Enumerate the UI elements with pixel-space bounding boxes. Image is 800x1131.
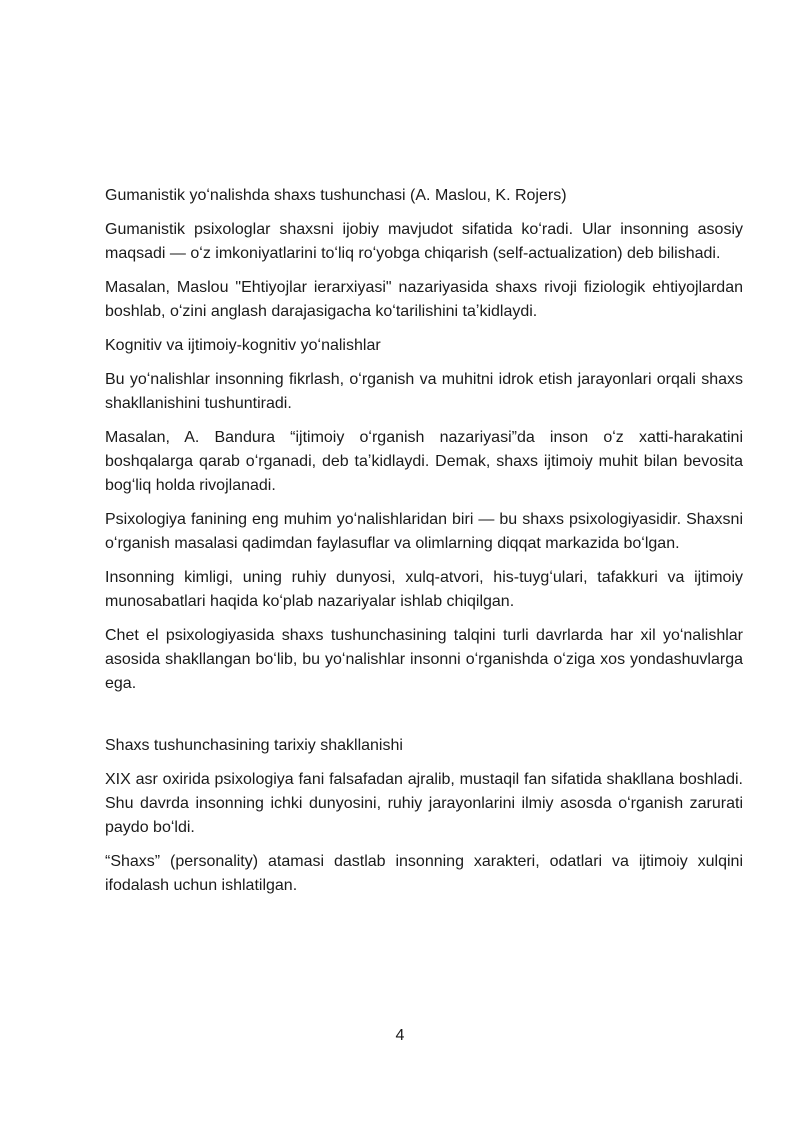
paragraph: Insonning kimligi, uning ruhiy dunyosi, xulq-atvori, his-tuygʻulari, tafakkuri va ijtimoiy munosabatlari haqida koʻplab nazariyalar ishlab chiqilgan.: [105, 569, 743, 610]
section-heading-history: Shaxs tushunchasining tarixiy shakllanishi: [105, 737, 403, 754]
paragraph: Masalan, Maslou "Ehtiyojlar ierarxiyasi" nazariyasida shaxs rivoji fiziologik ehtiyojlardan boshlab, oʻzini anglash darajasigacha koʻtarilishini taʼkidlaydi.: [105, 279, 743, 320]
paragraph: “Shaxs” (personality) atamasi dastlab insonning xarakteri, odatlari va ijtimoiy xulqini ifodalash uchun ishlatilgan.: [105, 853, 743, 894]
page-number: 4: [395, 1027, 405, 1044]
page-content: [105, 184, 743, 908]
section-heading-cognitive: Kognitiv va ijtimoiy-kognitiv yoʻnalishlar: [105, 337, 381, 354]
paragraph: Psixologiya fanining eng muhim yoʻnalishlaridan biri — bu shaxs psixologiyasidir. Shaxsni oʻrganish masalasi qadimdan faylasuflar va olimlarning diqqat markazida boʻlgan.: [105, 511, 743, 552]
paragraph: Gumanistik psixologlar shaxsni ijobiy mavjudot sifatida koʻradi. Ular insonning asosiy maqsadi — oʻz imkoniyatlarini toʻliq roʻyobga chiqarish (self-actualization) deb bilishadi.: [105, 221, 743, 262]
paragraph: XIX asr oxirida psixologiya fani falsafadan ajralib, mustaqil fan sifatida shakllana boshladi. Shu davrda insonning ichki dunyosini, ruhiy jarayonlarini ilmiy asosda oʻrganish zarurati paydo boʻldi.: [105, 771, 743, 836]
paragraph: Masalan, A. Bandura “ijtimoiy oʻrganish nazariyasi”da inson oʻz xatti-harakatini boshqalarga qarab oʻrganadi, deb taʼkidlaydi. Demak, shaxs ijtimoiy muhit bilan bevosita bogʻliq holda rivojlanadi.: [105, 429, 743, 494]
section-heading-humanistic: Gumanistik yoʻnalishda shaxs tushunchasi (A. Maslou, K. Rojers): [105, 187, 567, 204]
paragraph: Chet el psixologiyasida shaxs tushunchasining talqini turli davrlarda har xil yoʻnalishlar asosida shakllangan boʻlib, bu yoʻnalishlar insonni oʻrganishda oʻziga xos yondashuvlarga ega.: [105, 627, 743, 692]
paragraph: Bu yoʻnalishlar insonning fikrlash, oʻrganish va muhitni idrok etish jarayonlari orqali shaxs shakllanishini tushuntiradi.: [105, 371, 743, 412]
